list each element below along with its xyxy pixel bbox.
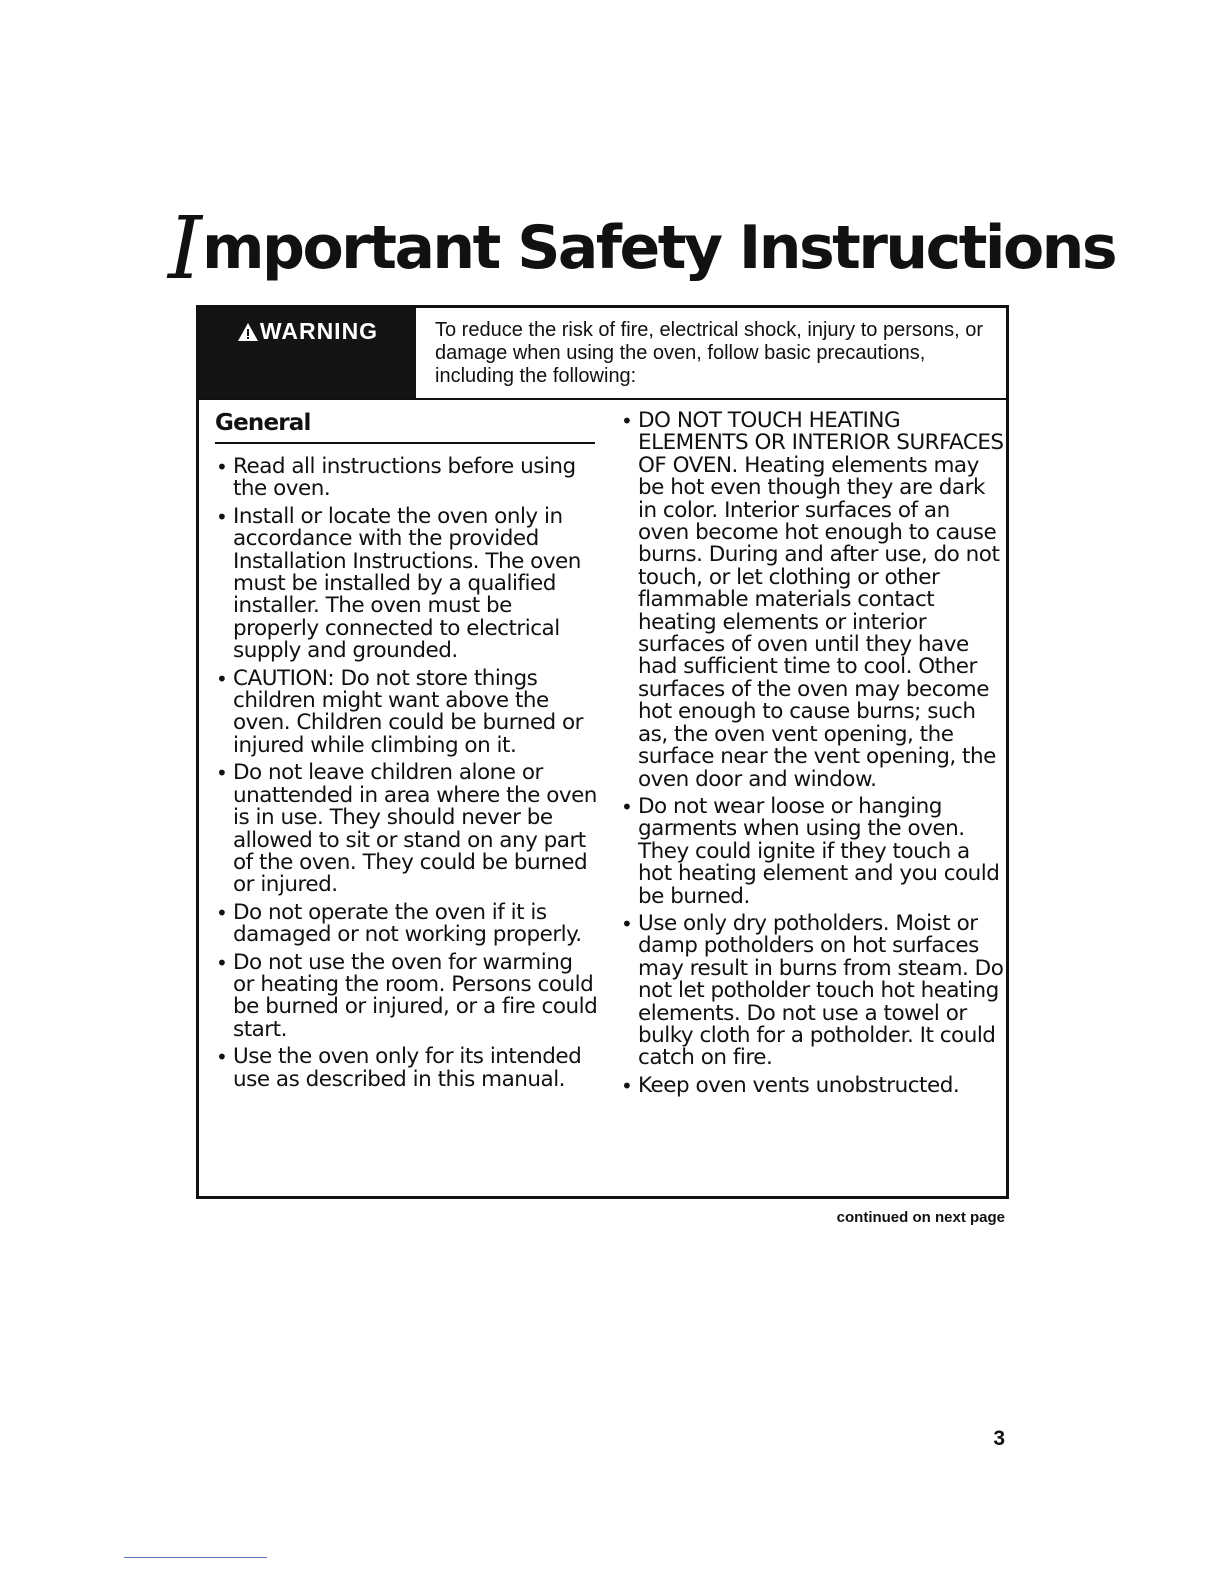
right-list [620, 410, 1005, 1097]
list-item: • Read all instructions before using the oven. [215, 456, 598, 501]
footer-rule [124, 1557, 267, 1558]
warning-bar [199, 308, 1006, 400]
list-item: • Do not operate the oven if it is damaged or not working properly. [215, 902, 598, 947]
general-column [215, 410, 598, 1096]
list-item: • Use only dry potholders. Moist or damp potholders on hot surfaces may result in burns from steam. Do not let potholder touch hot heating elements. Do not use a towel or bulky cloth for a potholder. It could catch on fire. [620, 913, 1005, 1070]
continued-note: continued on next page [836, 1209, 1005, 1226]
page-number: 3 [993, 1427, 1005, 1450]
title-drop-cap: I [168, 199, 202, 299]
safety-box [196, 305, 1009, 1199]
warning-label [199, 308, 416, 398]
list-item: • Use the oven only for its intended use as described in this manual. [215, 1046, 598, 1091]
list-item: • Do not leave children alone or unattended in area where the oven is in use. They should never be allowed to sit or stand on any part of the oven. They could be burned or injured. [215, 762, 598, 896]
page-title [168, 196, 1116, 299]
warning-triangle-icon [237, 322, 259, 342]
general-list [215, 456, 598, 1091]
list-item: • Do not use the oven for warming or heating the room. Persons could be burned or injured, or a fire could start. [215, 952, 598, 1042]
warning-text: To reduce the risk of fire, electrical shock, injury to persons, or damage when using the oven, follow basic precautions, including the following: [435, 319, 984, 387]
warning-label-text: WARNING [259, 318, 379, 344]
list-item: • DO NOT TOUCH HEATING ELEMENTS OR INTERIOR SURFACES OF OVEN. Heating elements may be hot even though they are dark in color. Interior surfaces of an oven become hot enough to cause burns. During and after use, do not touch, or let clothing or other flammable materials contact heating elements or interior surfaces of oven until they have had sufficient time to cool. Other surfaces of the oven may become hot enough to cause burns; such as, the oven vent opening, the surface near the vent opening, the oven door and window. [620, 410, 1005, 791]
title-text: mportant Safety Instructions [201, 213, 1116, 283]
section-heading-general: General [215, 410, 595, 444]
list-item: • Do not wear loose or hanging garments when using the oven. They could ignite if they touch a hot heating element and you could be burned. [620, 796, 1005, 908]
list-item: • Keep oven vents unobstructed. [620, 1075, 1005, 1097]
right-column [620, 410, 1005, 1102]
list-item: • Install or locate the oven only in accordance with the provided Installation Instructions. The oven must be installed by a qualified installer. The oven must be properly connected to electrical supply and grounded. [215, 506, 598, 663]
list-item: • CAUTION: Do not store things children might want above the oven. Children could be burned or injured while climbing on it. [215, 668, 598, 758]
